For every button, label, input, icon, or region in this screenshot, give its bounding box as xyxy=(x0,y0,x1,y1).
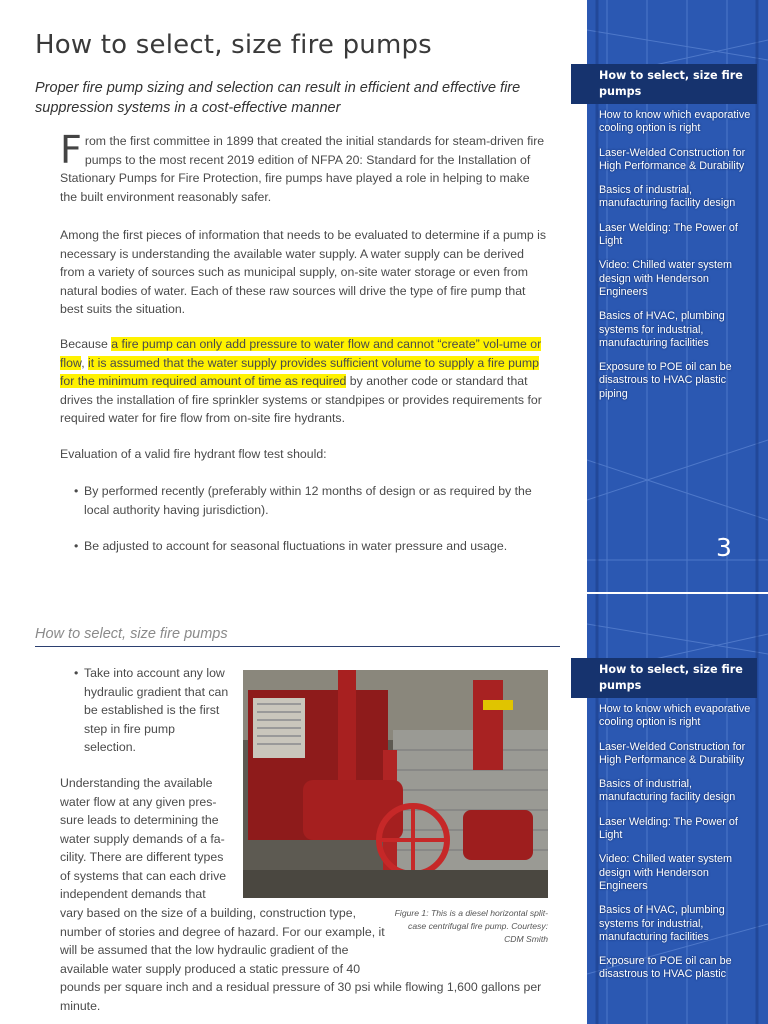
sidebar-item[interactable]: Basics of industrial, manufacturing facility design xyxy=(599,184,736,210)
sidebar-item[interactable]: Exposure to POE oil can be disastrous to HVAC plastic piping xyxy=(599,361,732,400)
sidebar-item[interactable]: How to know which evaporative cooling option is right xyxy=(599,703,751,729)
page-number: 3 xyxy=(716,533,732,562)
list-item xyxy=(74,537,550,556)
drop-cap: F xyxy=(60,128,82,172)
list-item xyxy=(74,664,230,757)
para3-text-c: by another code or standard that drives the installation of fire sprinkler systems or standpipes or provides requirements for required water for fire flow from on-site fire hydrants. xyxy=(60,374,542,425)
bullet-text: Take into account any low hydraulic gradient that can be established is the first step in fire pump selection. xyxy=(84,666,229,754)
highlight-1: a fire pump can only add pressure to water flow and cannot “create” vol-ume or flow xyxy=(60,337,542,370)
bullet-dot: • xyxy=(74,484,79,498)
fire-pump-photo xyxy=(243,670,548,898)
paragraph-highlighted xyxy=(60,335,548,428)
section-header: How to select, size fire pumps xyxy=(35,626,228,642)
sidebar-current-article[interactable]: How to select, size fire pumps xyxy=(571,64,757,104)
bullet-dot: • xyxy=(74,539,79,553)
paragraph-water-flow-end: pounds per square inch and a residual pressure of 30 psi while flowing 1,600 gallons per minute. xyxy=(60,980,542,1013)
sidebar-item[interactable]: Laser Welding: The Power of Light xyxy=(599,815,738,842)
sidebar-item[interactable]: Laser Welding: The Power of Light xyxy=(599,221,738,248)
list-item xyxy=(74,482,550,519)
highlight-2: it is assumed that the water supply provides sufficient volume to supply a fire pump for the minimum required amount of time as required xyxy=(60,355,539,388)
figure-caption: Figure 1: This is a diesel horizontal split-case centrifugal fire pump. Courtesy: CDM Smith xyxy=(394,908,548,944)
sidebar-item[interactable]: Laser-Welded Construction for High Performance & Durability xyxy=(599,740,746,766)
sidebar-item[interactable]: Video: Chilled water system design with Henderson Engineers xyxy=(599,853,733,892)
paragraph-evaluation: Evaluation of a valid fire hydrant flow test should: xyxy=(60,447,327,461)
intro-paragraph xyxy=(60,128,548,206)
para3-text-b: , xyxy=(81,355,89,370)
sidebar-item[interactable]: Basics of HVAC, plumbing systems for industrial, manufacturing facilities xyxy=(599,310,725,349)
sidebar-item[interactable]: How to know which evaporative cooling option is right xyxy=(599,109,751,135)
sidebar-item[interactable]: Basics of industrial, manufacturing facility design xyxy=(599,778,736,804)
sidebar-item[interactable]: Exposure to POE oil can be disastrous to HVAC plastic xyxy=(599,955,732,981)
sidebar-item[interactable]: Basics of HVAC, plumbing systems for industrial, manufacturing facilities xyxy=(599,904,725,943)
sidebar-item[interactable]: Laser-Welded Construction for High Performance & Durability xyxy=(599,146,746,172)
bullet-text: Be adjusted to account for seasonal fluctuations in water pressure and usage. xyxy=(84,539,508,553)
sidebar-current-article[interactable]: How to select, size fire pumps xyxy=(571,658,757,698)
paragraph-water-supply: Among the first pieces of information that needs to be evaluated to determine if a pump is necessary is understanding the available water supply. A water supply can be derived from a variety of sources such as municipal supply, on-site water storage or even from natural bodies of water. Each of these raw sources will drive the type of fire pump that best suits the situation. xyxy=(60,228,547,316)
article-subtitle: Proper fire pump sizing and selection can result in efficient and effective fire suppression systems in a cost-effective manner xyxy=(35,80,521,116)
paragraph-water-flow: Understanding the available water flow at any given pres-sure leads to determining the water supply demands of a fa-cility. There are different types of systems that can each drive independent demands that xyxy=(60,776,227,901)
bullet-dot: • xyxy=(74,666,79,680)
para3-text-a: Because xyxy=(60,337,112,351)
sidebar-item[interactable]: Video: Chilled water system design with Henderson Engineers xyxy=(599,259,733,298)
section-divider xyxy=(35,646,560,647)
page-title: How to select, size fire pumps xyxy=(35,30,432,60)
paragraph-water-flow-cont: vary based on the size of a building, construction type, number of stories and degree of hazard. For our example, it will be assumed that the low hydraulic gradient of the available water supply produced a static pressure of 40 xyxy=(60,906,385,976)
sidebar-article-list xyxy=(599,109,751,412)
intro-text: rom the first committee in 1899 that created the initial standards for steam-driven fire pumps to the most recent 2019 edition of NFPA 20: Standard for the Installation of Stationary Pumps for Fire Protection, fire pumps have played a role in helping to make the built environment reasonably safer. xyxy=(60,134,545,204)
bullet-text: By performed recently (preferably within 12 months of design or as required by the local authority having jurisdiction). xyxy=(84,484,532,517)
sidebar-article-list xyxy=(599,703,751,993)
